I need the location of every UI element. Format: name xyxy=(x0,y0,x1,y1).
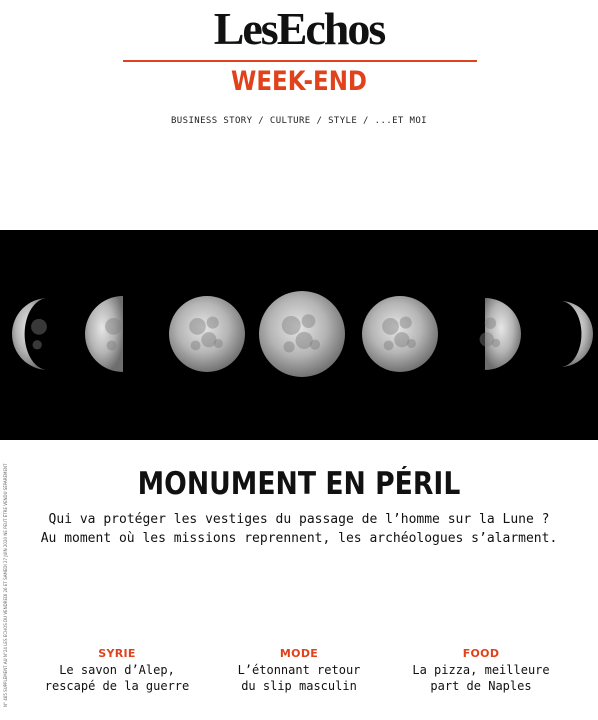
dek-line: Au moment où les missions reprennent, les archéologues s’alarment. xyxy=(40,531,558,546)
weekend-edition-label: WEEK-END xyxy=(231,66,367,97)
moon-last-quarter xyxy=(85,296,123,372)
teaser-mode xyxy=(199,646,399,694)
moon-crater xyxy=(191,340,201,350)
moon-waning-gibbous xyxy=(169,296,245,372)
moon-crater xyxy=(284,341,295,352)
moon-crater xyxy=(31,319,47,335)
moon-phases-image xyxy=(0,230,598,440)
moon-full xyxy=(259,291,345,377)
moon-crater xyxy=(207,317,219,329)
moon-crater xyxy=(384,340,394,350)
moon-disc xyxy=(12,298,48,370)
moon-disc xyxy=(85,296,123,372)
moon-crater xyxy=(107,340,117,350)
moon-crater xyxy=(189,318,206,335)
teaser-kicker: MODE xyxy=(279,647,319,660)
masthead-divider xyxy=(123,60,477,62)
cover-headline: MONUMENT EN PÉRIL xyxy=(137,466,461,502)
les-echos-logo: LesEchos xyxy=(213,3,385,54)
moon-crater xyxy=(33,340,42,349)
teaser-line: La pizza, meilleure xyxy=(412,663,550,677)
teaser-line: part de Naples xyxy=(430,679,532,693)
moon-crater xyxy=(491,339,500,348)
moon-crater xyxy=(282,316,301,335)
teaser-line: du slip masculin xyxy=(241,679,357,693)
teaser-food xyxy=(381,646,581,694)
dek-line: Qui va protéger les vestiges du passage de l’homme sur la Lune ? xyxy=(48,512,550,527)
moon-first-quarter xyxy=(480,298,521,370)
moon-waxing-crescent xyxy=(560,301,593,367)
moon-phases-icon xyxy=(0,230,598,440)
teaser-syrie xyxy=(17,646,217,694)
moon-disc xyxy=(560,301,593,367)
moon-waning-crescent xyxy=(12,298,48,370)
teaser-kicker: FOOD xyxy=(462,647,500,660)
moon-crater xyxy=(400,317,412,329)
teaser-line: L’étonnant retour xyxy=(237,663,361,677)
moon-crater xyxy=(382,318,399,335)
spine-legal-text: N° 465 SUPPLÉMENT AU N°24 LES ÉCHOS DU VENDREDI 26 ET SAMEDI 27 JUIN 2020 NE PEUT ÊTRE VENDU SÉPARÉMENT xyxy=(3,463,8,707)
moon-crater xyxy=(105,318,122,335)
teaser-kicker: SYRIE xyxy=(98,647,136,660)
moon-crater xyxy=(485,317,497,329)
teaser-line: rescapé de la guerre xyxy=(44,679,190,693)
teaser-line: Le savon d’Alep, xyxy=(59,663,175,677)
moon-crater xyxy=(302,314,316,328)
cover-dek xyxy=(0,510,598,548)
moon-crater xyxy=(214,339,223,348)
moon-waxing-gibbous xyxy=(362,296,438,372)
moon-crater xyxy=(310,340,320,350)
moon-crater xyxy=(407,339,416,348)
section-list: BUSINESS STORY / CULTURE / STYLE / ...ET MOI xyxy=(170,116,427,126)
